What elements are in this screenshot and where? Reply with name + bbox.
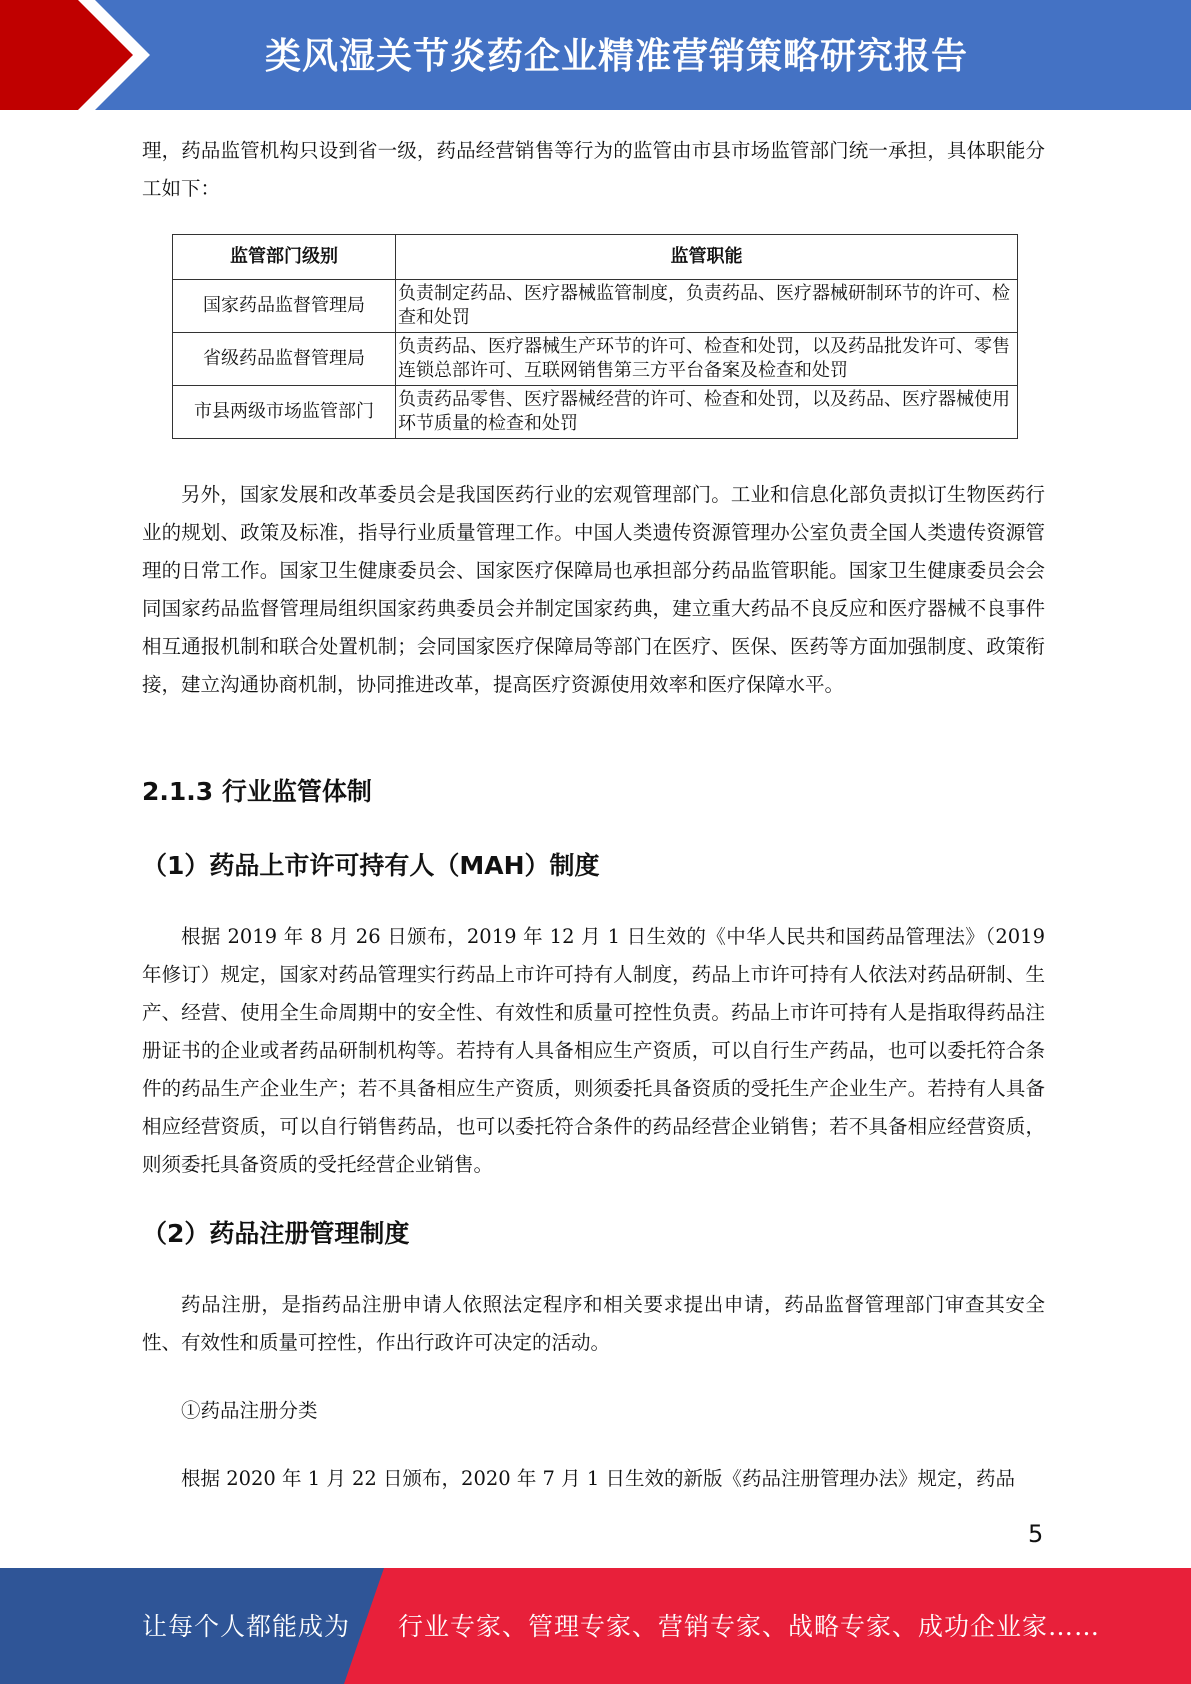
footer-slogan-left: 让每个人都能成为: [142, 1612, 351, 1641]
registration-category-label: ①药品注册分类: [181, 1399, 318, 1422]
column-header-duty: 监管职能: [396, 235, 1018, 280]
footer-slogan-right: 行业专家、管理专家、营销专家、战略专家、成功企业家……: [398, 1612, 1101, 1641]
level-cell: 国家药品监督管理局: [173, 280, 396, 333]
duty-cell: 负责药品、医疗器械生产环节的许可、检查和处罚，以及药品批发许可、零售连锁总部许可、互联网销售第三方平台备案及检查和处罚: [396, 333, 1018, 386]
page-header: [0, 0, 1191, 110]
table-header-row: [173, 235, 1018, 280]
intro-paragraph: 理，药品监管机构只设到省一级，药品经营销售等行为的监管由市县市场监管部门统一承担，具体职能分工如下：: [142, 139, 1045, 200]
page-footer: [0, 1568, 1191, 1684]
page-number: 5: [1028, 1520, 1044, 1548]
table-row: [173, 333, 1018, 386]
table-row: [173, 386, 1018, 439]
mah-heading: （1）药品上市许可持有人（MAH）制度: [142, 851, 600, 880]
level-cell: 市县两级市场监管部门: [173, 386, 396, 439]
table-row: [173, 280, 1018, 333]
other-agencies-paragraph: 另外，国家发展和改革委员会是我国医药行业的宏观管理部门。工业和信息化部负责拟订生物医药行业的规划、政策及标准，指导行业质量管理工作。中国人类遗传资源管理办公室负责全国人类遗传资源管理的日常工作。国家卫生健康委员会、国家医疗保障局也承担部分药品监管职能。国家卫生健康委员会会同国家药品监督管理局组织国家药典委员会并制定国家药典，建立重大药品不良反应和医疗器械不良事件相互通报机制和联合处置机制；会同国家医疗保障局等部门在医疗、医保、医药等方面加强制度、政策衔接，建立沟通协商机制，协同推进改革，提高医疗资源使用效率和医疗保障水平。: [142, 483, 1045, 696]
regulatory-duties-table: [172, 234, 1018, 439]
level-cell: 省级药品监督管理局: [173, 333, 396, 386]
mah-paragraph: 根据 2019 年 8 月 26 日颁布，2019 年 12 月 1 日生效的《中华人民共和国药品管理法》（2019 年修订）规定，国家对药品管理实行药品上市许可持有人制度，药品上市许可持有人依法对药品研制、生产、经营、使用全生命周期中的安全性、有效性和质量可控性负责。药品上市许可持有人是指取得药品注册证书的企业或者药品研制机构等。若持有人具备相应生产资质，可以自行生产药品，也可以委托符合条件的药品生产企业生产；若不具备相应生产资质，则须委托具备资质的受托生产企业生产。若持有人具备相应经营资质，可以自行销售药品，也可以委托符合条件的药品经营企业销售；若不具备相应经营资质，则须委托具备资质的受托经营企业销售。: [142, 925, 1045, 1176]
registration-rules-paragraph: 根据 2020 年 1 月 22 日颁布，2020 年 7 月 1 日生效的新版《药品注册管理办法》规定，药品: [181, 1467, 1015, 1490]
section-heading: 2.1.3 行业监管体制: [142, 777, 372, 806]
registration-heading: （2）药品注册管理制度: [142, 1219, 410, 1248]
duty-cell: 负责制定药品、医疗器械监管制度，负责药品、医疗器械研制环节的许可、检查和处罚: [396, 280, 1018, 333]
report-title: 类风湿关节炎药企业精准营销策略研究报告: [265, 36, 969, 77]
column-header-level: 监管部门级别: [173, 235, 396, 280]
registration-paragraph: 药品注册，是指药品注册申请人依照法定程序和相关要求提出申请，药品监督管理部门审查其安全性、有效性和质量可控性，作出行政许可决定的活动。: [142, 1293, 1045, 1354]
duty-cell: 负责药品零售、医疗器械经营的许可、检查和处罚，以及药品、医疗器械使用环节质量的检查和处罚: [396, 386, 1018, 439]
